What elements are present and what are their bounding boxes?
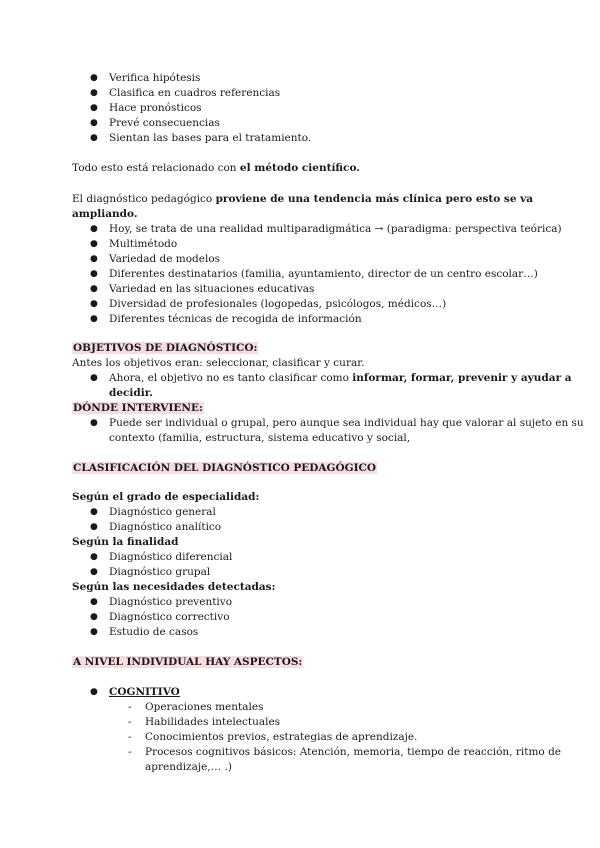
bullet-icon: ● [90,552,98,562]
bullet-icon: ● [90,627,98,637]
paragraph-bold-text: proviene de una tendencia más clínica pero esto se va [215,193,534,205]
list-item: Diferentes destinatarios (familia, ayuntamiento, director de un centro escolar…) [109,268,538,280]
dash-icon: - [128,746,132,758]
heading-donde-interviene [72,401,204,415]
list-item: Multimétodo [109,238,178,250]
heading-nivel-individual [72,655,303,669]
group-title: Según las necesidades detectadas: [72,581,276,593]
list-item: Diagnóstico diferencial [109,551,233,563]
paragraph-bold-text: informar, formar, prevenir y ayudar a [352,372,572,384]
list-item: Conocimientos previos, estrategias de aprendizaje. [145,731,418,743]
heading-text: A NIVEL INDIVIDUAL HAY ASPECTOS: [73,656,303,668]
paragraph-scientific-method [72,161,360,175]
list-item: Clasifica en cuadros referencias [109,87,281,99]
donde-bullet-line1: Puede ser individual o grupal, pero aunque sea individual hay que valorar al sujeto en su [109,417,584,429]
bullet-icon: ● [90,254,98,264]
group-title: Según el grado de especialidad: [72,491,260,503]
objetivos-bullet-line2: decidir. [109,387,153,399]
bullet-icon: ● [90,284,98,294]
heading-text: CLASIFICACIÓN DEL DIAGNÓSTICO PEDAGÓGICO [73,462,377,474]
bullet-icon: ● [90,567,98,577]
list-item: Diferentes técnicas de recogida de información [109,313,362,325]
bullet-icon: ● [90,73,98,83]
list-item: Diagnóstico correctivo [109,611,230,623]
subheading-cognitivo: COGNITIVO [109,686,180,698]
objetivos-bullet-line1 [109,371,572,385]
bullet-icon: ● [90,687,98,697]
paragraph-clinical-line2: ampliando. [72,208,138,220]
heading-text: DÓNDE INTERVIENE: [73,402,203,414]
bullet-icon: ● [90,299,98,309]
bullet-icon: ● [90,522,98,532]
list-item: Diagnóstico grupal [109,566,211,578]
list-item: Diagnóstico analítico [109,521,222,533]
list-item: Operaciones mentales [145,701,264,713]
paragraph-text: El diagnóstico pedagógico [72,193,216,205]
list-item: Diagnóstico preventivo [109,596,233,608]
paragraph-text: Ahora, el objetivo no es tanto clasificar como [109,372,353,384]
bullet-icon: ● [90,314,98,324]
bullet-icon: ● [90,103,98,113]
bullet-icon: ● [90,269,98,279]
bullet-icon: ● [90,118,98,128]
objetivos-line: Antes los objetivos eran: seleccionar, clasificar y curar. [72,357,365,369]
dash-icon: - [128,731,132,743]
bullet-icon: ● [90,88,98,98]
bullet-icon: ● [90,239,98,249]
paragraph-bold-text: el método científico. [239,162,360,174]
dash-icon: - [128,716,132,728]
paragraph-clinical-line1 [72,192,533,206]
list-item: Variedad de modelos [109,253,221,265]
bullet-icon: ● [90,507,98,517]
list-item: Habilidades intelectuales [145,716,281,728]
heading-objetivos [72,341,258,355]
donde-bullet-line2: contexto (familia, estructura, sistema educativo y social, [109,432,411,444]
heading-text: OBJETIVOS DE DIAGNÓSTICO: [73,342,258,354]
list-item: Prevé consecuencias [109,117,220,129]
list-item: Variedad en las situaciones educativas [109,283,315,295]
bullet-icon: ● [90,133,98,143]
list-item: Diagnóstico general [109,506,216,518]
bullet-icon: ● [90,373,98,383]
list-item: Diversidad de profesionales (logopedas, psicólogos, médicos…) [109,298,447,310]
list-item: Estudio de casos [109,626,199,638]
bullet-icon: ● [90,224,98,234]
dash-icon: - [128,701,132,713]
list-item: Verifica hipótesis [109,72,201,84]
list-item: Sientan las bases para el tratamiento. [109,132,312,144]
list-item: Hoy, se trata de una realidad multiparadigmática → (paradigma: perspectiva teórica) [109,223,562,235]
bullet-icon: ● [90,418,98,428]
bullet-icon: ● [90,612,98,622]
group-title: Según la finalidad [72,536,179,548]
list-item: Hace pronósticos [109,102,202,114]
list-item-continuation: aprendizaje,… .) [145,761,232,773]
list-item: Procesos cognitivos básicos: Atención, memoria, tiempo de reacción, ritmo de [145,746,562,758]
heading-clasificacion [72,461,377,475]
paragraph-text: Todo esto está relacionado con [72,162,240,174]
bullet-icon: ● [90,597,98,607]
